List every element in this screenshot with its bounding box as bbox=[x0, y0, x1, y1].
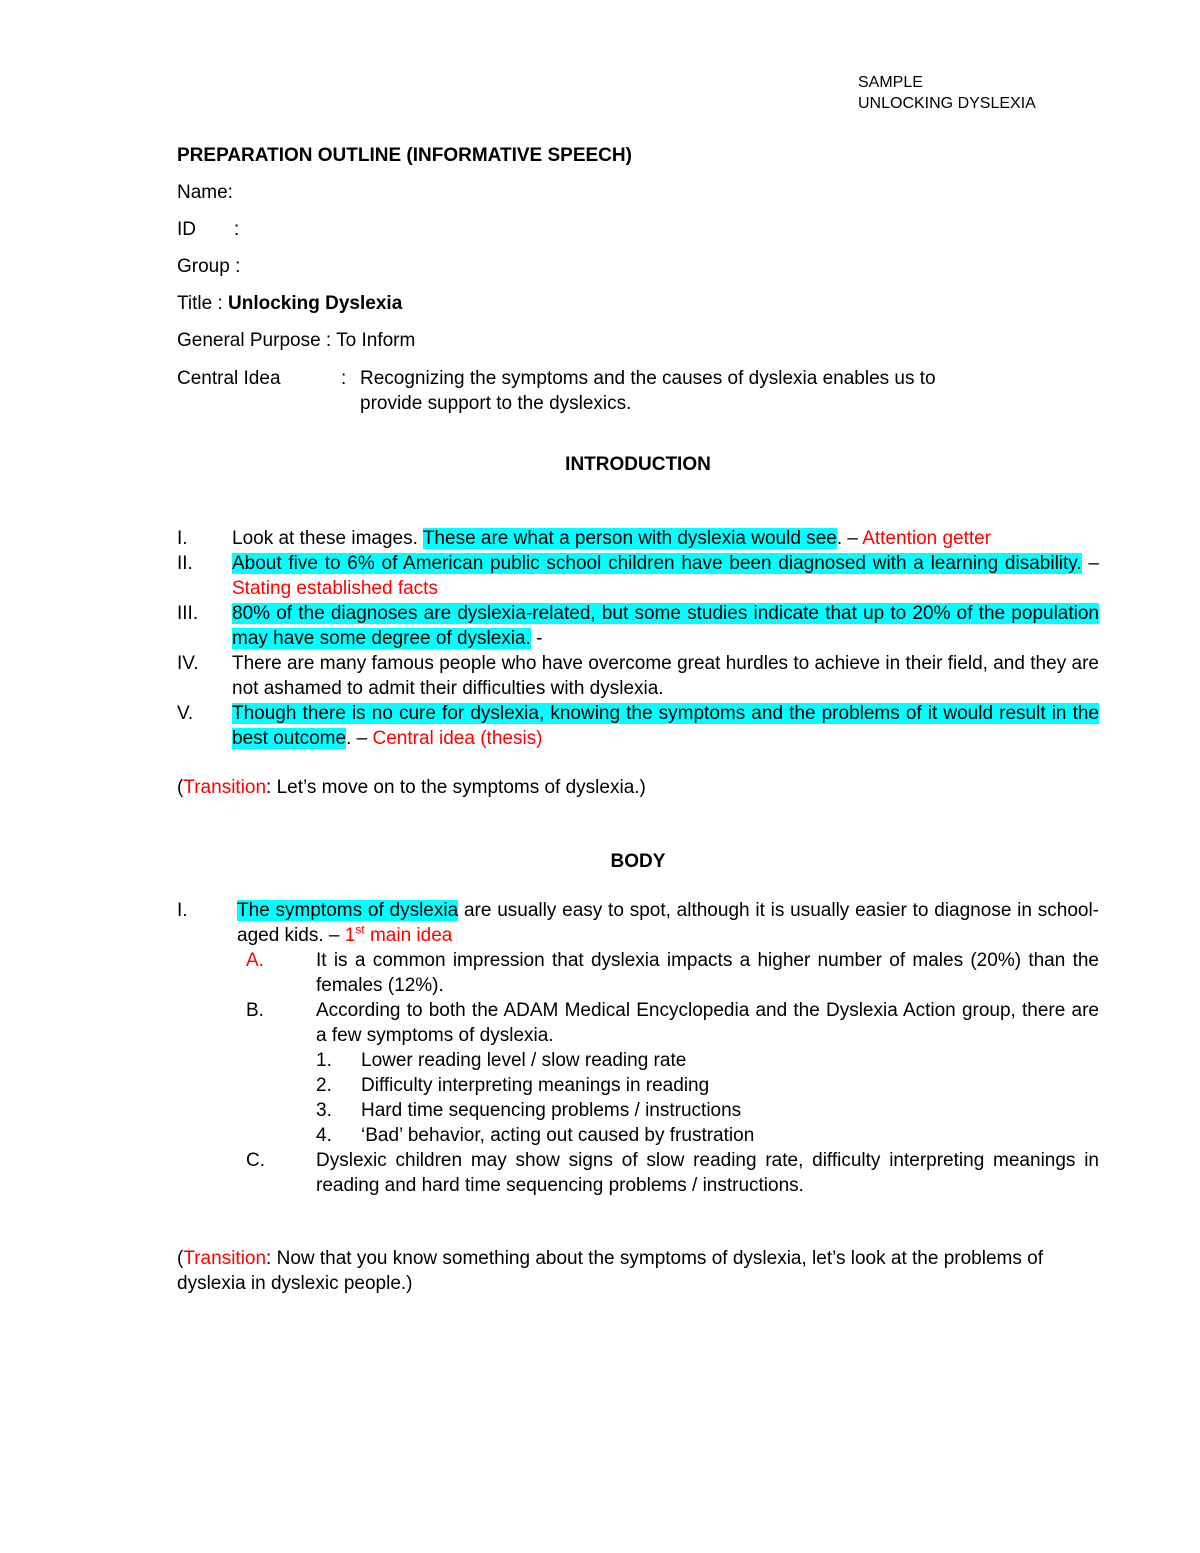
annotation-label: Central idea (thesis) bbox=[372, 728, 543, 749]
intro-item-5 bbox=[177, 701, 1099, 751]
ordinal-number: 1 bbox=[344, 925, 356, 946]
sub-point-a bbox=[246, 948, 1099, 998]
transition-body-problems bbox=[177, 1246, 1047, 1296]
list-item bbox=[316, 1073, 1016, 1098]
intro-item-number: V. bbox=[177, 703, 194, 724]
main-point-1 bbox=[177, 898, 1099, 948]
intro-item-number: IV. bbox=[177, 653, 199, 674]
id-field bbox=[177, 217, 240, 242]
list-item bbox=[316, 1123, 1016, 1148]
title-field bbox=[177, 291, 402, 316]
sub-point-b bbox=[246, 998, 1099, 1048]
list-number: 2. bbox=[316, 1075, 332, 1096]
transition-intro-body bbox=[177, 775, 646, 800]
intro-item-text: - bbox=[530, 628, 543, 649]
ordinal-suffix: st bbox=[355, 922, 365, 937]
list-text: Hard time sequencing problems / instructions bbox=[361, 1100, 742, 1121]
sub-point-text: Dyslexic children may show signs of slow reading rate, difficulty interpreting meanings in reading and hard time sequencing problems / instructions. bbox=[316, 1150, 1099, 1196]
intro-item-number: III. bbox=[177, 603, 199, 624]
central-idea-label: Central Idea bbox=[177, 368, 281, 389]
id-colon: : bbox=[234, 219, 240, 240]
highlighted-text: These are what a person with dyslexia would see bbox=[422, 528, 837, 549]
header-title: UNLOCKING DYSLEXIA bbox=[858, 95, 1036, 112]
annotation-label bbox=[344, 922, 453, 946]
title-value: Unlocking Dyslexia bbox=[228, 293, 403, 314]
highlighted-text: Though there is no cure for dyslexia, knowing the symptoms and the problems of it would result in the best outcome bbox=[232, 703, 1099, 749]
list-number: 1. bbox=[316, 1050, 332, 1071]
body-heading: BODY bbox=[610, 851, 666, 872]
annotation-label: Stating established facts bbox=[232, 578, 438, 599]
id-label: ID bbox=[177, 219, 196, 240]
central-idea-line2: provide support to the dyslexics. bbox=[360, 393, 632, 414]
intro-item-text: . – bbox=[836, 528, 863, 549]
sub-point-c bbox=[246, 1148, 1099, 1198]
transition-label: Transition bbox=[183, 777, 267, 798]
intro-item-4 bbox=[177, 651, 1099, 701]
group-field: Group : bbox=[177, 256, 241, 277]
list-text: Lower reading level / slow reading rate bbox=[361, 1050, 687, 1071]
intro-item-2 bbox=[177, 551, 1099, 601]
intro-item-number: I. bbox=[177, 528, 188, 549]
list-number: 4. bbox=[316, 1125, 332, 1146]
sub-point-letter: B. bbox=[246, 1000, 264, 1021]
general-purpose: General Purpose : To Inform bbox=[177, 330, 416, 351]
name-field: Name: bbox=[177, 182, 233, 203]
introduction-heading: INTRODUCTION bbox=[565, 454, 711, 475]
sub-point-letter: A. bbox=[246, 950, 264, 971]
document-title: PREPARATION OUTLINE (INFORMATIVE SPEECH) bbox=[177, 145, 632, 166]
intro-item-text: Look at these images. bbox=[232, 528, 423, 549]
intro-item-number: II. bbox=[177, 553, 193, 574]
intro-item-text: . – bbox=[346, 728, 373, 749]
main-point-text: are usually easy to spot, although it is usually easier to diagnose in school-aged kids. – bbox=[237, 900, 1099, 946]
transition-label: Transition bbox=[183, 1248, 267, 1269]
main-point-number: I. bbox=[177, 900, 188, 921]
list-item bbox=[316, 1048, 1016, 1073]
list-text: Difficulty interpreting meanings in reading bbox=[361, 1075, 710, 1096]
sub-point-letter: C. bbox=[246, 1150, 265, 1171]
running-header bbox=[858, 72, 1036, 114]
intro-item-1 bbox=[177, 526, 1099, 551]
transition-text: : Now that you know something about the symptoms of dyslexia, let’s look at the problems of dyslexia in dyslexic people.) bbox=[177, 1248, 1043, 1294]
central-idea-line1: Recognizing the symptoms and the causes of dyslexia enables us to bbox=[360, 368, 936, 389]
highlighted-text: About five to 6% of American public school children have been diagnosed with a learning disability. bbox=[232, 553, 1082, 574]
sub-point-text: It is a common impression that dyslexia impacts a higher number of males (20%) than the females (12%). bbox=[316, 950, 1099, 996]
transition-text: : Let’s move on to the symptoms of dyslexia.) bbox=[266, 777, 646, 798]
central-idea-colon: : bbox=[341, 368, 347, 389]
intro-item-text: – bbox=[1081, 553, 1099, 574]
annotation-label: Attention getter bbox=[862, 528, 992, 549]
list-text: ‘Bad’ behavior, acting out caused by frustration bbox=[361, 1125, 755, 1146]
highlighted-text: The symptoms of dyslexia bbox=[237, 900, 459, 921]
list-number: 3. bbox=[316, 1100, 332, 1121]
title-label: Title : bbox=[177, 293, 229, 314]
intro-item-3 bbox=[177, 601, 1099, 651]
list-item bbox=[316, 1098, 1016, 1123]
annotation-text: main idea bbox=[364, 925, 453, 946]
paren: ( bbox=[177, 1248, 184, 1269]
highlighted-text: 80% of the diagnoses are dyslexia-related, but some studies indicate that up to 20% of the population may have some degree of dyslexia. bbox=[232, 603, 1099, 649]
header-sample: SAMPLE bbox=[858, 74, 923, 91]
sub-point-text: According to both the ADAM Medical Encyclopedia and the Dyslexia Action group, there are a few symptoms of dyslexia. bbox=[316, 1000, 1099, 1046]
paren: ( bbox=[177, 777, 184, 798]
intro-item-text: There are many famous people who have overcome great hurdles to achieve in their field, and they are not ashamed to admit their difficulties with dyslexia. bbox=[232, 653, 1099, 699]
central-idea-field bbox=[177, 366, 1077, 416]
